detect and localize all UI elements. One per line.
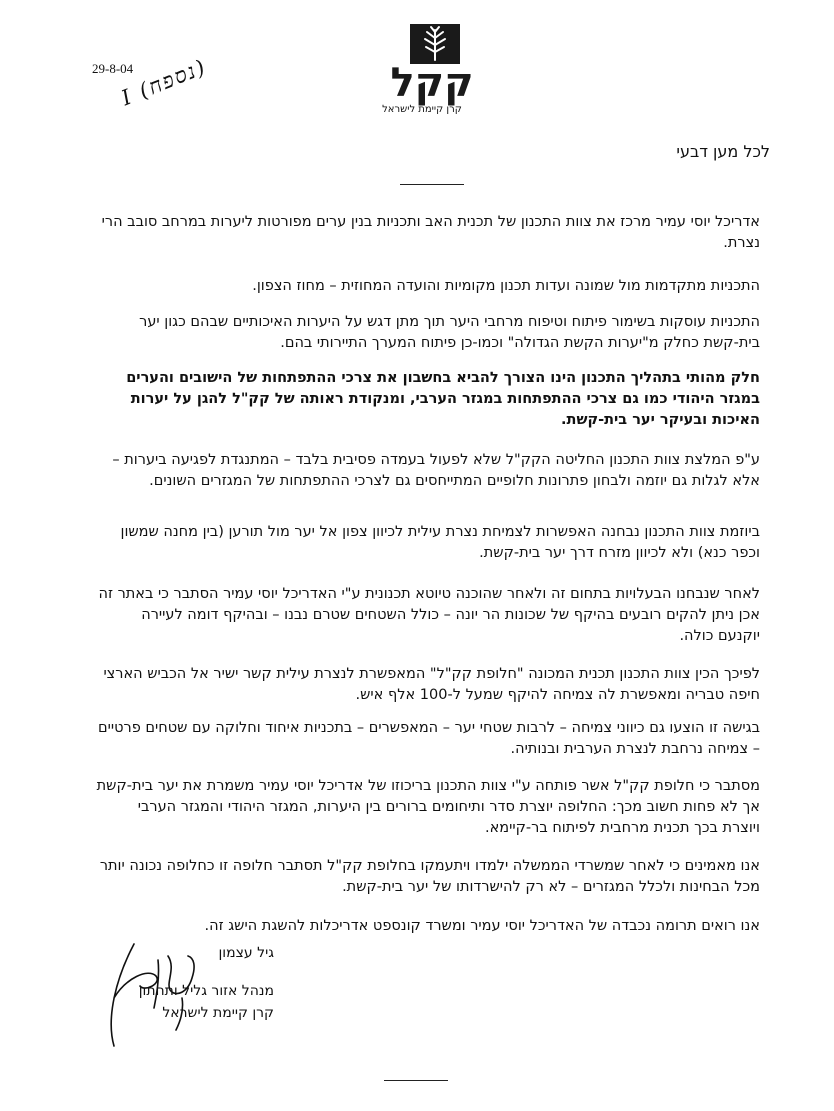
svg-text:קקל: קקל (390, 60, 474, 106)
top-divider (400, 184, 464, 185)
paragraph-3: התכניות עוסקות בשימור פיתוח וטיפוח מרחבי היער תוך מתן דגש על היערות האיכותיים שבהם כגון יער בית-קשת כחלק מ"יערות הקשת הגדולה" וכמו-כן פיתוח המערך התיירותי בהם. (139, 314, 760, 351)
salutation: לכל מען דבעי (676, 142, 770, 161)
kkl-logo-wordmark (390, 60, 474, 106)
paragraph-8: לפיכך הכין צוות התכנון תכנית המכונה "חלופת קק"ל" המאפשרת לנצרת עילית קשר ישיר אל הכביש הארצי חיפה טבריה ומאפשרת לה צמיחה להיקף שמעל ל-100 אלף איש. (103, 666, 760, 703)
paragraph-9: בגישה זו הוצעו גם כיווני צמיחה – לרבות שטחי יער – המאפשרים – בתכניות איחוד וחלוקה עם שטחים פרטיים – צמיחה נרחבת לנצרת הערבית ובנותיה. (98, 720, 760, 757)
bottom-divider (384, 1080, 448, 1081)
paragraph-6: ביוזמת צוות התכנון נבחנה האפשרות לצמיחת נצרת עילית לכיוון צפון אל יער מול תורען (בין מחנה שמשון וכפר כנא) ולא לכיוון מזרח דרך יער בית-קשת. (120, 524, 760, 561)
signatory-org: קרן קיימת לישראל (162, 1005, 274, 1021)
paragraph-11: אנו מאמינים כי לאחר שמשרדי הממשלה ילמדו ויתעמקו בחלופת קק"ל תסתבר חלופה זו כחלופה נכונה יותר מכל הבחינות ולכלל המגזרים – לא רק להישרדותו של יער בית-קשת. (99, 858, 760, 895)
paragraph-7: לאחר שנבחנו הבעלויות בתחום זה ולאחר שהוכנה טיוטא תכנונית ע"י האדריכל יוסי עמיר הסתבר כי באתר זה אכן ניתן להקים רובעים בהיקף של שכונות הר יונה – כולל השטחים שטרם נבנו – ובהיקף דומה לעיירה יוקנעם כולה. (98, 586, 760, 644)
handwritten-annex-note: I (נספח) (118, 54, 211, 111)
signature-block (84, 942, 274, 1024)
paragraph-2: התכניות מתקדמות מול שמונה ועדות תכנון מקומיות והועדה המחוזית – מחוז הצפון. (252, 278, 760, 294)
paragraph-10: מסתבר כי חלופת קק"ל אשר פותחה ע"י צוות התכנון בריכוזו של אדריכל יוסי עמיר משמרת את יער בית-קשת אך לא פחות חשוב מכך: החלופה יוצרת סדר ותיחומים ברורים בין היערות, המגזר היהודי והמגזר הערבי ויוצרת בכך תכנית מרחבית לפיתוח בר-קיימא. (96, 778, 760, 836)
kkl-tree-logo (392, 24, 466, 64)
letter-date: 29-8-04 (92, 61, 134, 76)
signatory-title: מנהל אזור גליל ותחתון (138, 983, 274, 999)
logo-subtitle: קרן קיימת לישראל (382, 104, 462, 115)
paragraph-5: ע"פ המלצת צוות התכנון החליטה הקק"ל שלא לפעול בעמדה פסיבית בלבד – המתנגדת לפגיעה ביערות – אלא לגלות גם יוזמה ולבחון פתרונות חלופיים המתייחסים גם לצרכי ההתפתחות של המגזרים השונים. (112, 452, 760, 489)
signatory-name: גיל עצמון (218, 945, 274, 961)
paragraph-12: אנו רואים תרומה נכבדה של האדריכל יוסי עמיר ומשרד קונספט אדריכלות להשגת הישג זה. (204, 918, 760, 934)
paragraph-1: אדריכל יוסי עמיר מרכז את צוות התכנון של תכנית האב ותכניות בנין ערים מפורטות ליערות במרחב סובב הרי נצרת. (101, 214, 760, 251)
paragraph-4: חלק מהותי בתהליך התכנון הינו הצורך להביא בחשבון את צרכי ההתפתחות של הישובים והערים במגזר היהודי כמו גם צרכי ההתפתחות במגזר הערבי, ומנקודת ראותה של קק"ל להגן על יערות האיכות ובעיקר יער בית-קשת. (126, 370, 760, 428)
